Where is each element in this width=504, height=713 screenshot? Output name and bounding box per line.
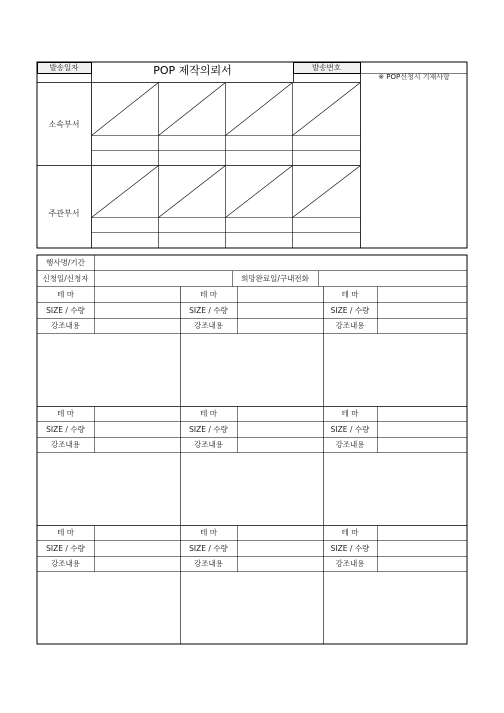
department-label: 소속부서 [48, 120, 80, 129]
applicant-label: 신청일/신청자 [42, 274, 89, 283]
size-qty-label: SIZE / 수량 [46, 425, 85, 434]
size-qty-label: SIZE / 수량 [330, 306, 370, 315]
form-title: POP 제작의뢰서 [153, 64, 232, 77]
size-qty-label: SIZE / 수량 [46, 306, 85, 315]
issue-number-field[interactable] [360, 63, 466, 73]
issue-number-label: 발송번호 [312, 63, 341, 72]
instructions-note: ※ POP신청시 기재사항 [378, 73, 450, 81]
emphasis-label: 강조내용 [335, 321, 365, 330]
size-qty-label: SIZE / 수량 [189, 306, 228, 315]
theme-label: 테 마 [57, 409, 74, 418]
theme-label: 테 마 [341, 528, 359, 537]
theme-label: 테 마 [57, 528, 74, 537]
contact-label: 희망완료일/구내전화 [241, 274, 309, 283]
emphasis-label: 강조내용 [51, 321, 80, 330]
theme-label: 테 마 [200, 409, 217, 418]
event-field[interactable] [95, 256, 466, 270]
theme-label: 테 마 [57, 290, 74, 299]
size-qty-label: SIZE / 수량 [46, 544, 85, 553]
theme-label: 테 마 [341, 409, 359, 418]
size-qty-label: SIZE / 수량 [330, 544, 370, 553]
emphasis-label: 강조내용 [194, 440, 223, 449]
emphasis-label: 강조내용 [335, 440, 365, 449]
emphasis-label: 강조내용 [335, 559, 365, 568]
theme-label: 테 마 [200, 528, 217, 537]
size-qty-label: SIZE / 수량 [189, 544, 228, 553]
size-qty-label: SIZE / 수량 [330, 425, 370, 434]
applicant-field[interactable] [95, 271, 232, 286]
emphasis-label: 강조내용 [51, 559, 80, 568]
contact-field[interactable] [319, 271, 466, 286]
theme-label: 테 마 [341, 290, 359, 299]
theme-label: 테 마 [200, 290, 217, 299]
emphasis-label: 강조내용 [51, 440, 80, 449]
managing-department-label: 주관부서 [48, 209, 80, 218]
emphasis-label: 강조내용 [194, 559, 223, 568]
issue-date-label: 발송일자 [49, 63, 79, 72]
event-label: 행사명/기간 [46, 258, 85, 267]
size-qty-label: SIZE / 수량 [189, 425, 228, 434]
emphasis-label: 강조내용 [194, 321, 223, 330]
